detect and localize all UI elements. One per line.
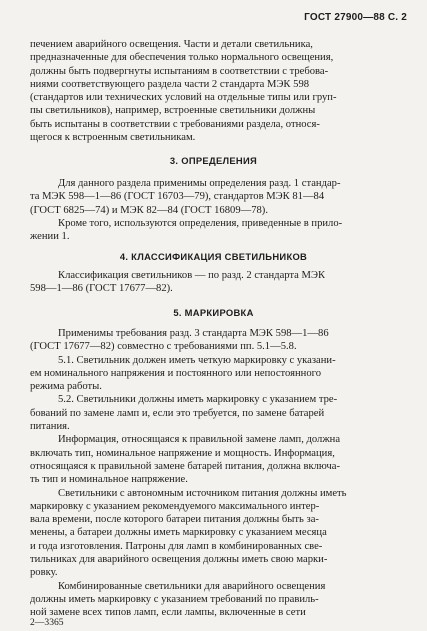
text-line: ной замене всех типов ламп, если лампы, включенные в сети [30,607,306,619]
section-4-heading: 4. КЛАССИФИКАЦИЯ СВЕТИЛЬНИКОВ [119,251,308,262]
text-line: менены, а батареи должны иметь маркировку с указанием месяца [30,527,327,539]
text-line: (стандартов или технических условий на отдельные типы или груп- [30,92,337,104]
text-line: относящаяся к правильной замене батарей питания, должна включа- [30,460,340,472]
text-line: 5.2. Светильники должны иметь маркировку с указанием тре- [58,394,338,406]
text-line: питания. [30,421,70,433]
text-line: 5.1. Светильник должен иметь четкую маркировку с указани- [58,354,336,366]
text-line: Информация, относящаяся к правильной замене ламп, должна [58,434,341,446]
text-line: жении 1. [30,231,70,243]
section-5-body [30,327,402,620]
text-line: маркировку с указанием рекомендуемого максимального интер- [30,500,320,512]
text-line: Светильники с автономным источником питания должны иметь [58,487,347,499]
text-line: тильниках для аварийного освещения должны иметь свою марки- [30,554,328,566]
text-line: и года изготовления. Патроны для ламп в комбинированных све- [30,540,323,552]
text-line: предназначенные для обеспечения только нормального освещения, [30,52,334,64]
text-line: (ГОСТ 6825—74) и МЭК 82—84 (ГОСТ 16809—78). [30,204,268,216]
text-line: пы светильников), например, встроенные светильники должны [30,105,316,117]
text-line: Применимы требования разд. 3 стандарта МЭК 598—1—86 [58,328,329,339]
text-line: быть испытаны в соответствии с требованиями раздела, относя- [30,118,320,130]
text-line: ниями соответствующего раздела части 2 стандарта МЭК 598 [30,78,310,90]
text-line: бований по замене ламп и, если это требуется, по замене батарей [30,407,325,419]
text-line: включать тип, номинальное напряжение и мощность. Информация, [30,447,335,459]
text-line: ем номинального напряжения и постоянного или непостоянного [30,367,321,379]
text-line: вала времени, после которого батареи питания должны быть за- [30,514,319,526]
text-line: ровку. [30,567,58,579]
text-line: 598—1—86 (ГОСТ 17677—82). [30,283,173,295]
intro-paragraph [30,38,402,144]
text-line: Для данного раздела применимы определения разд. 1 стандар- [58,178,341,189]
text-line: печением аварийного освещения. Части и детали светильника, [30,39,313,50]
text-line: Классификация светильников — по разд. 2 стандарта МЭК [58,270,326,281]
text-line: (ГОСТ 17677—82) совместно с требованиями пп. 5.1—5.8. [30,341,297,353]
text-line: ть тип и номинальное напряжение. [30,474,188,486]
text-line: Кроме того, используются определения, приведенные в прило- [58,217,343,229]
text-line: та МЭК 598—1—86 (ГОСТ 16703—79), стандартов МЭК 81—84 [30,191,325,203]
section-3-heading: 3. ОПРЕДЕЛЕНИЯ [169,155,258,166]
section-5-heading: 5. МАРКИРОВКА [173,307,254,318]
section-3-body [30,177,402,243]
text-line: должны иметь маркировку с указанием требований по правиль- [30,593,319,605]
text-line: Комбинированные светильники для аварийного освещения [58,580,326,592]
page-header: ГОСТ 27900—88 С. 2 [304,12,407,23]
section-4-body [30,269,402,296]
text-line: должны быть подвергнуты испытаниям в соответствии с требова- [30,65,329,77]
text-line: щегося к встроенным светильникам. [30,132,196,144]
text-line: режима работы. [30,381,102,393]
page-footer-code: 2—3365 [30,617,64,628]
